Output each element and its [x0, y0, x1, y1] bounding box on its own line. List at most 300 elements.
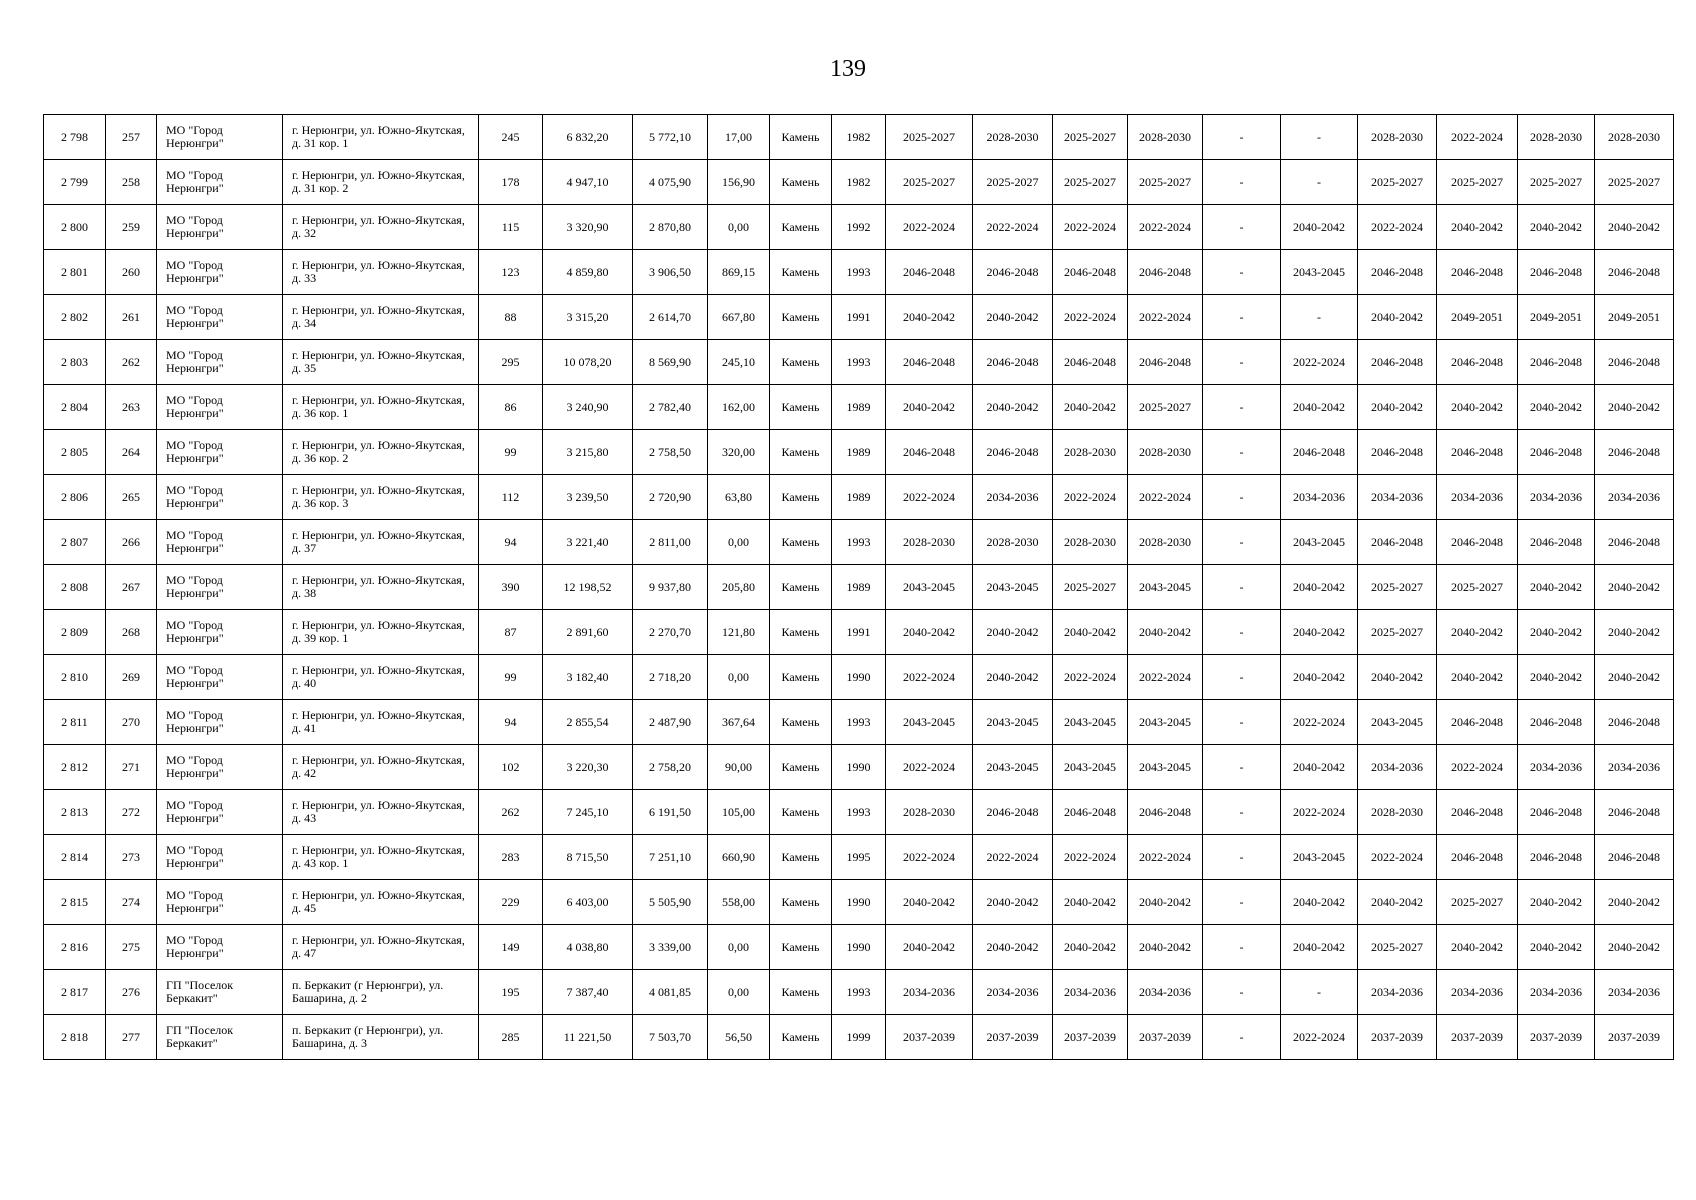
cell-residents: 195: [479, 970, 543, 1015]
cell-total-area: 6 832,20: [543, 115, 633, 160]
cell-municipality: МО "Город Нерюнгри": [157, 925, 283, 970]
cell-period-8: 2040-2042: [1437, 610, 1518, 655]
cell-period-1: 2040-2042: [886, 385, 973, 430]
cell-living-area: 2 870,80: [633, 205, 708, 250]
cell-period-5: -: [1203, 250, 1281, 295]
cell-period-7: 2034-2036: [1358, 970, 1437, 1015]
cell-period-6: 2040-2042: [1281, 925, 1358, 970]
cell-total-area: 8 715,50: [543, 835, 633, 880]
cell-house-number: 277: [106, 1015, 157, 1060]
cell-period-6: 2022-2024: [1281, 700, 1358, 745]
cell-period-1: 2025-2027: [886, 160, 973, 205]
cell-total-area: 3 221,40: [543, 520, 633, 565]
cell-living-area: 4 075,90: [633, 160, 708, 205]
cell-period-1: 2028-2030: [886, 520, 973, 565]
cell-period-1: 2040-2042: [886, 925, 973, 970]
cell-period-9: 2046-2048: [1518, 835, 1595, 880]
table-row: [44, 565, 1674, 610]
cell-house-number: 257: [106, 115, 157, 160]
cell-nonliving-area: 205,80: [708, 565, 770, 610]
cell-address: г. Нерюнгри, ул. Южно-Якутская, д. 41: [283, 700, 479, 745]
cell-build-year: 1993: [832, 340, 886, 385]
cell-period-10: 2034-2036: [1595, 745, 1674, 790]
cell-build-year: 1990: [832, 880, 886, 925]
cell-period-7: 2043-2045: [1358, 700, 1437, 745]
cell-build-year: 1993: [832, 790, 886, 835]
cell-period-6: 2022-2024: [1281, 790, 1358, 835]
cell-municipality: МО "Город Нерюнгри": [157, 790, 283, 835]
cell-period-7: 2034-2036: [1358, 475, 1437, 520]
cell-period-8: 2022-2024: [1437, 745, 1518, 790]
cell-address: г. Нерюнгри, ул. Южно-Якутская, д. 31 кор. 2: [283, 160, 479, 205]
cell-period-1: 2046-2048: [886, 430, 973, 475]
cell-residents: 88: [479, 295, 543, 340]
cell-total-area: 2 891,60: [543, 610, 633, 655]
cell-nonliving-area: 0,00: [708, 925, 770, 970]
cell-nonliving-area: 17,00: [708, 115, 770, 160]
cell-wall-material: Камень: [770, 700, 832, 745]
cell-total-area: 3 182,40: [543, 655, 633, 700]
cell-period-8: 2040-2042: [1437, 385, 1518, 430]
cell-municipality: МО "Город Нерюнгри": [157, 655, 283, 700]
cell-residents: 178: [479, 160, 543, 205]
cell-address: г. Нерюнгри, ул. Южно-Якутская, д. 36 кор. 3: [283, 475, 479, 520]
cell-period-9: 2040-2042: [1518, 610, 1595, 655]
cell-period-2: 2043-2045: [973, 700, 1053, 745]
cell-living-area: 2 758,20: [633, 745, 708, 790]
cell-wall-material: Камень: [770, 160, 832, 205]
cell-living-area: 2 758,50: [633, 430, 708, 475]
cell-residents: 283: [479, 835, 543, 880]
cell-period-7: 2046-2048: [1358, 340, 1437, 385]
cell-living-area: 2 718,20: [633, 655, 708, 700]
cell-nonliving-area: 121,80: [708, 610, 770, 655]
cell-period-3: 2043-2045: [1053, 745, 1128, 790]
cell-nonliving-area: 56,50: [708, 1015, 770, 1060]
cell-house-number: 268: [106, 610, 157, 655]
cell-period-9: 2040-2042: [1518, 565, 1595, 610]
cell-period-5: -: [1203, 970, 1281, 1015]
cell-period-5: -: [1203, 565, 1281, 610]
cell-period-10: 2037-2039: [1595, 1015, 1674, 1060]
cell-build-year: 1991: [832, 295, 886, 340]
cell-municipality: МО "Город Нерюнгри": [157, 385, 283, 430]
cell-wall-material: Камень: [770, 610, 832, 655]
cell-wall-material: Камень: [770, 295, 832, 340]
table-row: [44, 655, 1674, 700]
cell-period-2: 2022-2024: [973, 205, 1053, 250]
cell-municipality: МО "Город Нерюнгри": [157, 835, 283, 880]
cell-address: г. Нерюнгри, ул. Южно-Якутская, д. 32: [283, 205, 479, 250]
cell-period-1: 2040-2042: [886, 295, 973, 340]
cell-period-6: 2034-2036: [1281, 475, 1358, 520]
cell-build-year: 1993: [832, 700, 886, 745]
cell-period-8: 2040-2042: [1437, 205, 1518, 250]
cell-period-5: -: [1203, 475, 1281, 520]
cell-period-3: 2022-2024: [1053, 205, 1128, 250]
cell-living-area: 3 906,50: [633, 250, 708, 295]
cell-wall-material: Камень: [770, 835, 832, 880]
cell-period-4: 2037-2039: [1128, 1015, 1203, 1060]
cell-period-5: -: [1203, 655, 1281, 700]
cell-residents: 115: [479, 205, 543, 250]
cell-house-number: 270: [106, 700, 157, 745]
cell-period-4: 2040-2042: [1128, 925, 1203, 970]
cell-period-9: 2037-2039: [1518, 1015, 1595, 1060]
cell-period-4: 2040-2042: [1128, 610, 1203, 655]
cell-period-10: 2040-2042: [1595, 385, 1674, 430]
cell-address: г. Нерюнгри, ул. Южно-Якутская, д. 38: [283, 565, 479, 610]
cell-wall-material: Камень: [770, 475, 832, 520]
cell-period-3: 2022-2024: [1053, 655, 1128, 700]
cell-period-10: 2040-2042: [1595, 925, 1674, 970]
cell-row-number: 2 801: [44, 250, 106, 295]
cell-nonliving-area: 63,80: [708, 475, 770, 520]
cell-period-3: 2043-2045: [1053, 700, 1128, 745]
cell-period-2: 2037-2039: [973, 1015, 1053, 1060]
cell-house-number: 263: [106, 385, 157, 430]
cell-period-5: -: [1203, 430, 1281, 475]
table-row: [44, 115, 1674, 160]
cell-nonliving-area: 869,15: [708, 250, 770, 295]
cell-period-9: 2034-2036: [1518, 970, 1595, 1015]
cell-municipality: МО "Город Нерюнгри": [157, 340, 283, 385]
cell-period-4: 2028-2030: [1128, 520, 1203, 565]
cell-period-6: 2040-2042: [1281, 745, 1358, 790]
cell-period-7: 2025-2027: [1358, 925, 1437, 970]
cell-row-number: 2 812: [44, 745, 106, 790]
cell-nonliving-area: 245,10: [708, 340, 770, 385]
cell-residents: 390: [479, 565, 543, 610]
cell-period-6: 2046-2048: [1281, 430, 1358, 475]
cell-address: г. Нерюнгри, ул. Южно-Якутская, д. 45: [283, 880, 479, 925]
cell-period-4: 2022-2024: [1128, 295, 1203, 340]
table-row: [44, 1015, 1674, 1060]
cell-period-7: 2025-2027: [1358, 610, 1437, 655]
cell-residents: 87: [479, 610, 543, 655]
page-number: 139: [830, 56, 866, 82]
cell-period-10: 2046-2048: [1595, 250, 1674, 295]
cell-period-4: 2022-2024: [1128, 205, 1203, 250]
table-row: [44, 295, 1674, 340]
cell-residents: 94: [479, 700, 543, 745]
table-row: [44, 160, 1674, 205]
cell-period-5: -: [1203, 700, 1281, 745]
cell-build-year: 1989: [832, 565, 886, 610]
cell-period-7: 2040-2042: [1358, 880, 1437, 925]
cell-total-area: 2 855,54: [543, 700, 633, 745]
cell-house-number: 259: [106, 205, 157, 250]
cell-row-number: 2 817: [44, 970, 106, 1015]
cell-period-8: 2040-2042: [1437, 925, 1518, 970]
cell-period-10: 2040-2042: [1595, 205, 1674, 250]
cell-period-8: 2046-2048: [1437, 700, 1518, 745]
cell-period-10: 2040-2042: [1595, 565, 1674, 610]
cell-address: г. Нерюнгри, ул. Южно-Якутская, д. 33: [283, 250, 479, 295]
cell-total-area: 3 215,80: [543, 430, 633, 475]
cell-row-number: 2 818: [44, 1015, 106, 1060]
cell-total-area: 10 078,20: [543, 340, 633, 385]
cell-wall-material: Камень: [770, 385, 832, 430]
cell-row-number: 2 803: [44, 340, 106, 385]
table-row: [44, 250, 1674, 295]
cell-period-1: 2022-2024: [886, 205, 973, 250]
cell-period-3: 2025-2027: [1053, 115, 1128, 160]
cell-address: г. Нерюнгри, ул. Южно-Якутская, д. 43: [283, 790, 479, 835]
cell-period-9: 2034-2036: [1518, 745, 1595, 790]
cell-house-number: 276: [106, 970, 157, 1015]
cell-living-area: 7 503,70: [633, 1015, 708, 1060]
cell-build-year: 1982: [832, 115, 886, 160]
cell-residents: 86: [479, 385, 543, 430]
cell-period-6: 2040-2042: [1281, 205, 1358, 250]
cell-period-2: 2025-2027: [973, 160, 1053, 205]
cell-build-year: 1990: [832, 745, 886, 790]
cell-house-number: 271: [106, 745, 157, 790]
cell-municipality: МО "Город Нерюнгри": [157, 700, 283, 745]
cell-residents: 99: [479, 655, 543, 700]
cell-period-2: 2046-2048: [973, 340, 1053, 385]
cell-address: г. Нерюнгри, ул. Южно-Якутская, д. 40: [283, 655, 479, 700]
cell-period-2: 2040-2042: [973, 385, 1053, 430]
cell-house-number: 265: [106, 475, 157, 520]
cell-period-3: 2022-2024: [1053, 475, 1128, 520]
cell-period-3: 2040-2042: [1053, 925, 1128, 970]
cell-total-area: 4 859,80: [543, 250, 633, 295]
cell-municipality: МО "Город Нерюнгри": [157, 475, 283, 520]
cell-nonliving-area: 105,00: [708, 790, 770, 835]
cell-period-5: -: [1203, 835, 1281, 880]
cell-total-area: 3 240,90: [543, 385, 633, 430]
cell-period-6: 2043-2045: [1281, 250, 1358, 295]
cell-residents: 262: [479, 790, 543, 835]
cell-period-7: 2028-2030: [1358, 790, 1437, 835]
cell-period-5: -: [1203, 790, 1281, 835]
cell-period-5: -: [1203, 880, 1281, 925]
cell-build-year: 1993: [832, 520, 886, 565]
cell-period-2: 2046-2048: [973, 250, 1053, 295]
cell-row-number: 2 809: [44, 610, 106, 655]
cell-build-year: 1989: [832, 430, 886, 475]
cell-period-10: 2028-2030: [1595, 115, 1674, 160]
cell-period-6: 2022-2024: [1281, 1015, 1358, 1060]
cell-period-4: 2040-2042: [1128, 880, 1203, 925]
cell-period-10: 2049-2051: [1595, 295, 1674, 340]
table-row: [44, 745, 1674, 790]
cell-period-10: 2046-2048: [1595, 835, 1674, 880]
table-row: [44, 340, 1674, 385]
cell-period-4: 2046-2048: [1128, 250, 1203, 295]
cell-period-2: 2028-2030: [973, 520, 1053, 565]
table-body: [44, 115, 1674, 1060]
cell-wall-material: Камень: [770, 970, 832, 1015]
cell-period-1: 2043-2045: [886, 700, 973, 745]
cell-row-number: 2 806: [44, 475, 106, 520]
cell-house-number: 269: [106, 655, 157, 700]
table-row: [44, 880, 1674, 925]
table-row: [44, 205, 1674, 250]
cell-period-9: 2034-2036: [1518, 475, 1595, 520]
cell-municipality: МО "Город Нерюнгри": [157, 250, 283, 295]
cell-build-year: 1989: [832, 475, 886, 520]
cell-house-number: 266: [106, 520, 157, 565]
cell-period-9: 2046-2048: [1518, 340, 1595, 385]
cell-house-number: 275: [106, 925, 157, 970]
cell-wall-material: Камень: [770, 250, 832, 295]
cell-address: г. Нерюнгри, ул. Южно-Якутская, д. 34: [283, 295, 479, 340]
cell-total-area: 4 038,80: [543, 925, 633, 970]
cell-period-10: 2046-2048: [1595, 700, 1674, 745]
cell-build-year: 1993: [832, 970, 886, 1015]
cell-period-8: 2025-2027: [1437, 880, 1518, 925]
cell-period-4: 2028-2030: [1128, 430, 1203, 475]
cell-living-area: 2 720,90: [633, 475, 708, 520]
cell-period-7: 2040-2042: [1358, 655, 1437, 700]
cell-residents: 123: [479, 250, 543, 295]
cell-living-area: 4 081,85: [633, 970, 708, 1015]
table-row: [44, 790, 1674, 835]
cell-address: г. Нерюнгри, ул. Южно-Якутская, д. 47: [283, 925, 479, 970]
cell-wall-material: Камень: [770, 115, 832, 160]
cell-residents: 94: [479, 520, 543, 565]
cell-residents: 285: [479, 1015, 543, 1060]
cell-nonliving-area: 367,64: [708, 700, 770, 745]
cell-period-2: 2043-2045: [973, 745, 1053, 790]
cell-address: г. Нерюнгри, ул. Южно-Якутская, д. 43 кор. 1: [283, 835, 479, 880]
cell-address: г. Нерюнгри, ул. Южно-Якутская, д. 36 кор. 2: [283, 430, 479, 475]
cell-row-number: 2 805: [44, 430, 106, 475]
cell-municipality: МО "Город Нерюнгри": [157, 160, 283, 205]
cell-period-7: 2040-2042: [1358, 385, 1437, 430]
cell-row-number: 2 799: [44, 160, 106, 205]
cell-municipality: МО "Город Нерюнгри": [157, 205, 283, 250]
cell-period-4: 2046-2048: [1128, 790, 1203, 835]
cell-house-number: 273: [106, 835, 157, 880]
cell-period-10: 2040-2042: [1595, 610, 1674, 655]
cell-period-3: 2028-2030: [1053, 520, 1128, 565]
cell-row-number: 2 813: [44, 790, 106, 835]
cell-nonliving-area: 0,00: [708, 655, 770, 700]
cell-period-5: -: [1203, 385, 1281, 430]
cell-period-2: 2046-2048: [973, 790, 1053, 835]
cell-period-2: 2040-2042: [973, 610, 1053, 655]
cell-row-number: 2 807: [44, 520, 106, 565]
cell-municipality: ГП "Поселок Беркакит": [157, 970, 283, 1015]
cell-period-1: 2046-2048: [886, 250, 973, 295]
cell-period-6: -: [1281, 970, 1358, 1015]
cell-period-3: 2040-2042: [1053, 610, 1128, 655]
cell-period-8: 2040-2042: [1437, 655, 1518, 700]
cell-period-8: 2034-2036: [1437, 475, 1518, 520]
cell-house-number: 264: [106, 430, 157, 475]
cell-address: г. Нерюнгри, ул. Южно-Якутская, д. 35: [283, 340, 479, 385]
cell-period-8: 2022-2024: [1437, 115, 1518, 160]
cell-period-9: 2028-2030: [1518, 115, 1595, 160]
cell-period-7: 2046-2048: [1358, 250, 1437, 295]
cell-municipality: МО "Город Нерюнгри": [157, 295, 283, 340]
cell-nonliving-area: 320,00: [708, 430, 770, 475]
cell-build-year: 1990: [832, 655, 886, 700]
cell-period-8: 2034-2036: [1437, 970, 1518, 1015]
cell-build-year: 1990: [832, 925, 886, 970]
cell-wall-material: Камень: [770, 1015, 832, 1060]
cell-municipality: МО "Город Нерюнгри": [157, 745, 283, 790]
cell-period-4: 2025-2027: [1128, 160, 1203, 205]
cell-house-number: 260: [106, 250, 157, 295]
cell-period-8: 2049-2051: [1437, 295, 1518, 340]
cell-period-5: -: [1203, 745, 1281, 790]
cell-period-7: 2040-2042: [1358, 295, 1437, 340]
cell-nonliving-area: 90,00: [708, 745, 770, 790]
cell-period-6: 2040-2042: [1281, 565, 1358, 610]
cell-total-area: 4 947,10: [543, 160, 633, 205]
cell-period-10: 2040-2042: [1595, 880, 1674, 925]
cell-row-number: 2 798: [44, 115, 106, 160]
cell-period-5: -: [1203, 115, 1281, 160]
cell-wall-material: Камень: [770, 925, 832, 970]
cell-period-10: 2046-2048: [1595, 430, 1674, 475]
cell-period-1: 2022-2024: [886, 655, 973, 700]
cell-period-6: -: [1281, 295, 1358, 340]
cell-period-7: 2022-2024: [1358, 835, 1437, 880]
cell-period-4: 2043-2045: [1128, 565, 1203, 610]
cell-wall-material: Камень: [770, 430, 832, 475]
cell-build-year: 1992: [832, 205, 886, 250]
cell-period-6: 2040-2042: [1281, 610, 1358, 655]
cell-period-9: 2046-2048: [1518, 700, 1595, 745]
cell-period-6: 2043-2045: [1281, 835, 1358, 880]
cell-period-4: 2025-2027: [1128, 385, 1203, 430]
cell-period-5: -: [1203, 295, 1281, 340]
cell-period-5: -: [1203, 340, 1281, 385]
cell-living-area: 2 614,70: [633, 295, 708, 340]
cell-period-3: 2037-2039: [1053, 1015, 1128, 1060]
cell-period-1: 2043-2045: [886, 565, 973, 610]
cell-period-8: 2046-2048: [1437, 790, 1518, 835]
cell-period-10: 2040-2042: [1595, 655, 1674, 700]
cell-period-8: 2025-2027: [1437, 160, 1518, 205]
cell-residents: 149: [479, 925, 543, 970]
cell-period-9: 2046-2048: [1518, 250, 1595, 295]
cell-period-8: 2046-2048: [1437, 250, 1518, 295]
cell-build-year: 1989: [832, 385, 886, 430]
cell-wall-material: Камень: [770, 745, 832, 790]
cell-nonliving-area: 0,00: [708, 205, 770, 250]
cell-wall-material: Камень: [770, 790, 832, 835]
cell-period-3: 2022-2024: [1053, 835, 1128, 880]
cell-nonliving-area: 156,90: [708, 160, 770, 205]
cell-wall-material: Камень: [770, 520, 832, 565]
cell-period-4: 2022-2024: [1128, 655, 1203, 700]
cell-period-3: 2025-2027: [1053, 160, 1128, 205]
cell-period-2: 2040-2042: [973, 880, 1053, 925]
cell-period-8: 2046-2048: [1437, 835, 1518, 880]
cell-living-area: 3 339,00: [633, 925, 708, 970]
cell-period-1: 2037-2039: [886, 1015, 973, 1060]
cell-period-1: 2022-2024: [886, 835, 973, 880]
cell-period-7: 2037-2039: [1358, 1015, 1437, 1060]
cell-period-2: 2040-2042: [973, 925, 1053, 970]
table-row: [44, 520, 1674, 565]
cell-total-area: 11 221,50: [543, 1015, 633, 1060]
cell-period-3: 2040-2042: [1053, 385, 1128, 430]
cell-residents: 229: [479, 880, 543, 925]
cell-row-number: 2 815: [44, 880, 106, 925]
cell-total-area: 7 387,40: [543, 970, 633, 1015]
cell-period-6: 2040-2042: [1281, 880, 1358, 925]
cell-period-6: 2040-2042: [1281, 385, 1358, 430]
cell-living-area: 2 487,90: [633, 700, 708, 745]
